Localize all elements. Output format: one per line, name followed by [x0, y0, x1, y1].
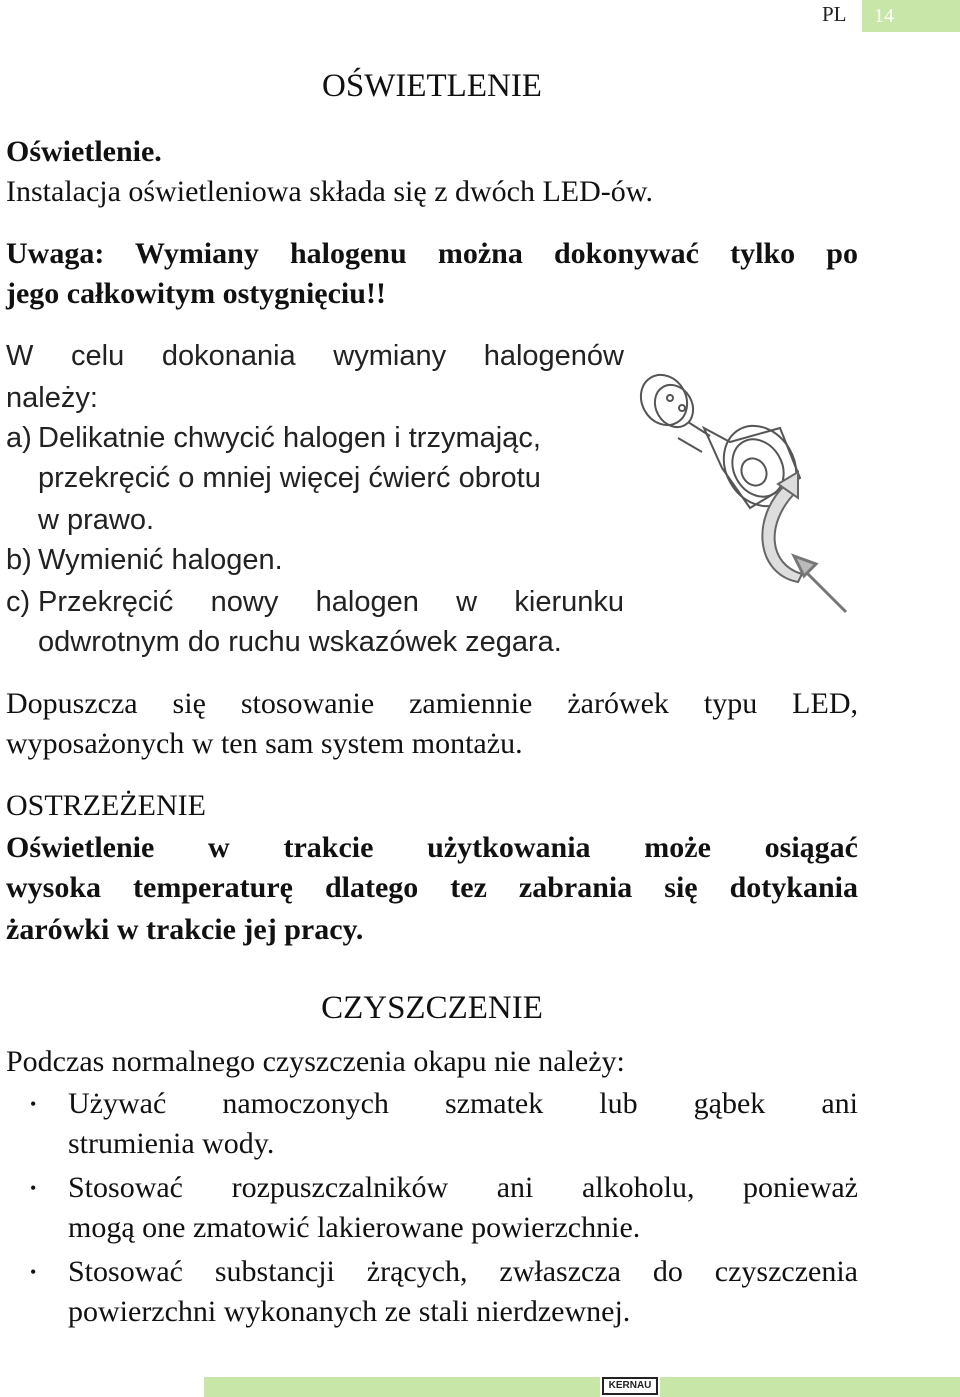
caution-title: OSTRZEŻENIE: [6, 789, 206, 822]
step-a-line-2: przekręcić o mniej więcej ćwierć obrotu: [38, 462, 541, 494]
lighting-intro: Instalacja oświetleniowa składa się z dwóch LED-ów.: [6, 175, 654, 208]
replace-intro-line-2: należy:: [6, 382, 98, 414]
step-a-line-3: w prawo.: [38, 504, 155, 536]
led-line-2: wyposażonych w ten sam system montażu.: [6, 727, 523, 760]
cleaning-bullet-3-line-2: powierzchni wykonanych ze stali nierdzewnej.: [68, 1295, 631, 1328]
section-title-cleaning: CZYSZCZENIE: [321, 990, 543, 1026]
step-text: Przekręcić nowy halogen w kierunku: [38, 586, 624, 618]
cleaning-bullet-3-line-1: Stosować substancji żrących, zwłaszcza do czyszczenia: [68, 1255, 858, 1288]
bullet-icon: •: [30, 1178, 37, 1198]
step-c-line-2: odwrotnym do ruchu wskazówek zegara.: [38, 626, 562, 658]
bullet-icon: •: [30, 1094, 37, 1114]
halogen-bulb-rotation-illustration: [630, 368, 870, 618]
cleaning-intro: Podczas normalnego czyszczenia okapu nie należy:: [6, 1045, 625, 1078]
section-title-lighting: OŚWIETLENIE: [322, 68, 542, 104]
led-line-1: Dopuszcza się stosowanie zamiennie żarówek typu LED,: [6, 687, 858, 720]
cleaning-bullet-1-line-2: strumienia wody.: [68, 1127, 275, 1160]
caution-line-2: wysoka temperaturę dlatego tez zabrania się dotykania: [6, 871, 858, 904]
caution-line-3: żarówki w trakcie jej pracy.: [6, 913, 364, 946]
footer-bar-left: [204, 1377, 600, 1397]
cleaning-bullet-2-line-2: mogą one zmatowić lakierowane powierzchnie.: [68, 1211, 641, 1244]
language-label: PL: [822, 2, 847, 26]
footer-bar-right: [660, 1377, 960, 1397]
step-text: Wymienić halogen.: [38, 544, 283, 576]
brand-logo: KERNAU: [602, 1377, 658, 1395]
bullet-icon: •: [30, 1262, 37, 1282]
cleaning-bullet-1-line-1: Używać namoczonych szmatek lub gąbek ani: [68, 1087, 858, 1120]
cleaning-bullet-2-line-1: Stosować rozpuszczalników ani alkoholu, ponieważ: [68, 1171, 858, 1204]
warning-line-1: Uwaga: Wymiany halogenu można dokonywać tylko po: [6, 237, 858, 270]
warning-line-2: jego całkowitym ostygnięciu!!: [6, 277, 386, 310]
step-a: [6, 418, 541, 458]
step-marker: b): [6, 544, 32, 576]
step-text: Delikatnie chwycić halogen i trzymając,: [38, 422, 541, 454]
step-b: [6, 540, 283, 580]
replace-intro-line-1: W celu dokonania wymiany halogenów: [6, 340, 624, 372]
step-marker: c): [6, 586, 31, 618]
step-marker: a): [6, 422, 32, 454]
page-number: 14: [862, 0, 960, 32]
lighting-subtitle: Oświetlenie.: [6, 135, 162, 168]
step-c: [6, 582, 624, 622]
caution-line-1: Oświetlenie w trakcie użytkowania może osiągać: [6, 831, 858, 864]
